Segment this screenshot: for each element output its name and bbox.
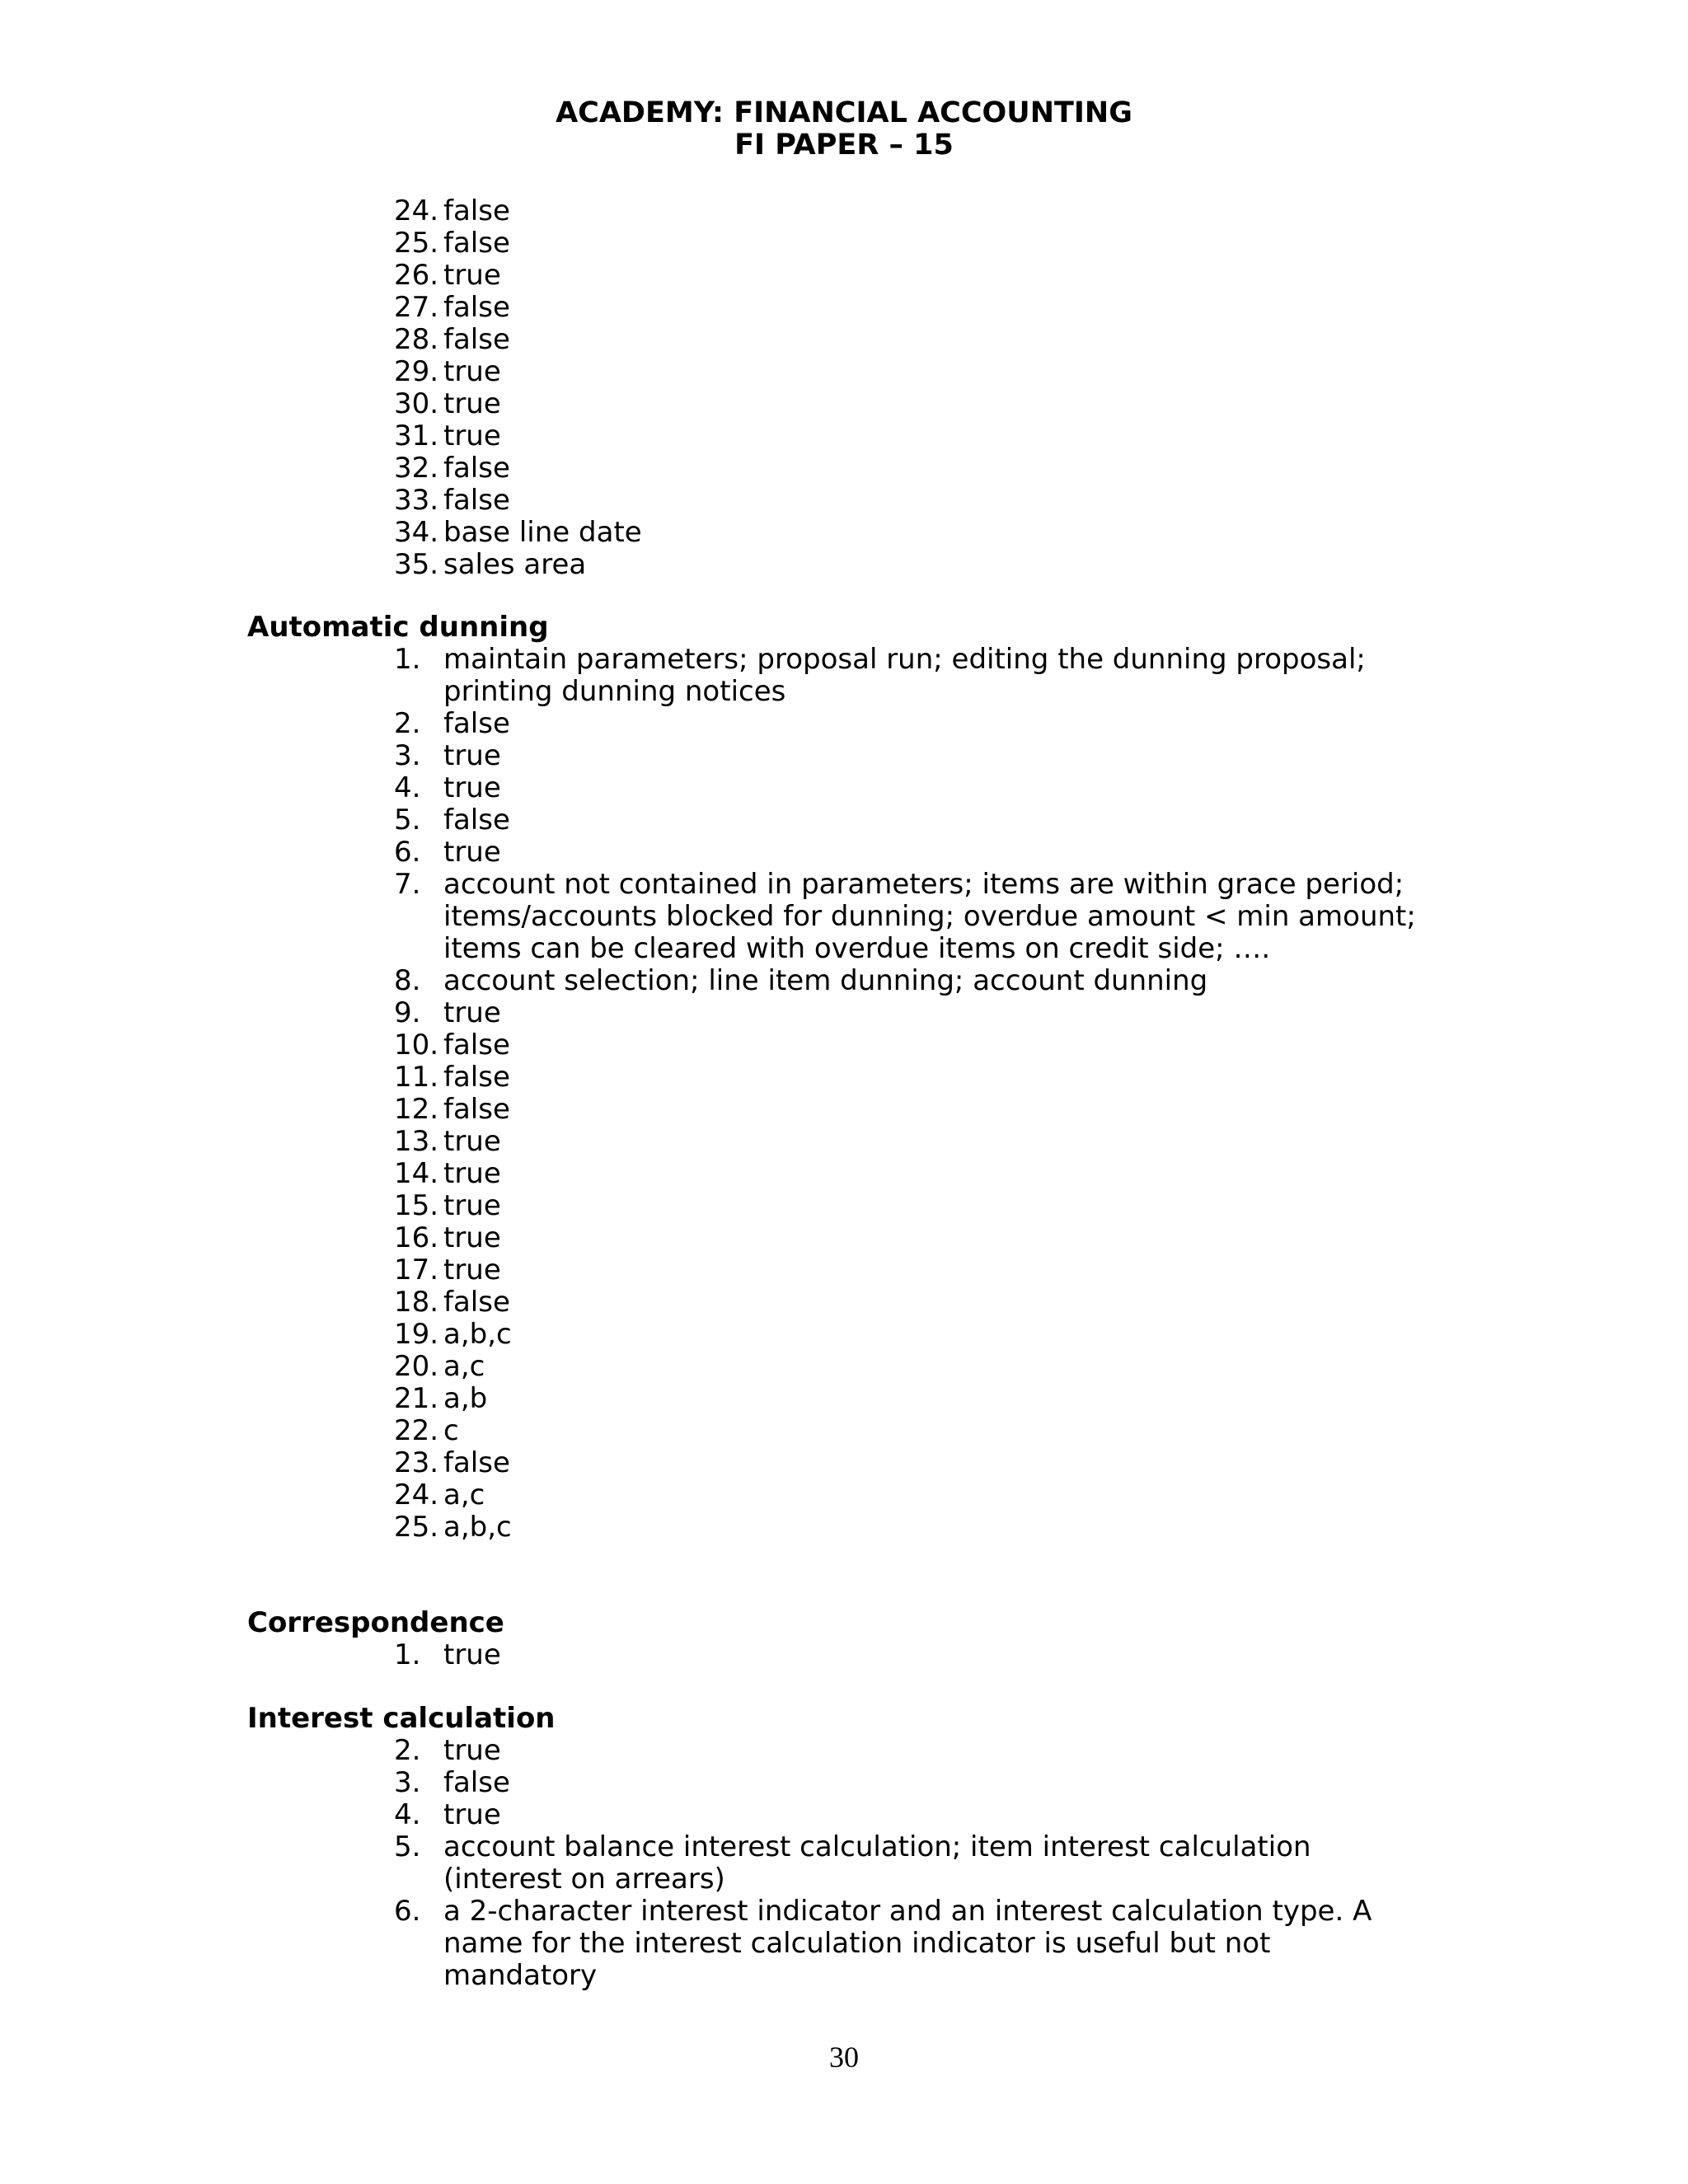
item-answer: false bbox=[443, 484, 510, 517]
item-number: 3. bbox=[394, 739, 421, 772]
item-number: 15. bbox=[394, 1189, 439, 1222]
list-item bbox=[394, 997, 1432, 1029]
list-item bbox=[394, 388, 1432, 420]
list-item bbox=[394, 1799, 1432, 1831]
item-number: 22. bbox=[394, 1414, 439, 1447]
item-number: 29. bbox=[394, 355, 439, 388]
item-number: 1. bbox=[394, 643, 421, 676]
item-number: 31. bbox=[394, 419, 439, 452]
item-answer: true bbox=[443, 1254, 501, 1286]
page-header bbox=[0, 97, 1688, 162]
list-item bbox=[394, 1094, 1432, 1126]
item-number: 9. bbox=[394, 996, 421, 1029]
item-number: 2. bbox=[394, 1734, 421, 1767]
list-item bbox=[394, 227, 1432, 260]
item-answer: maintain parameters; proposal run; editing the dunning proposal; printing dunning notices bbox=[443, 643, 1366, 708]
item-answer: true bbox=[443, 836, 501, 869]
item-answer: true bbox=[443, 387, 501, 420]
item-answer: true bbox=[443, 771, 501, 804]
item-answer: base line date bbox=[443, 516, 642, 549]
list-item bbox=[394, 772, 1432, 804]
item-number: 25. bbox=[394, 1511, 439, 1544]
list-item bbox=[394, 1351, 1432, 1383]
list-item bbox=[394, 1158, 1432, 1190]
list-item bbox=[394, 292, 1432, 324]
item-answer: true bbox=[443, 1157, 501, 1190]
item-answer: false bbox=[443, 1446, 510, 1479]
list-item bbox=[394, 1254, 1432, 1286]
item-answer: true bbox=[443, 419, 501, 452]
item-answer: false bbox=[443, 452, 510, 485]
item-answer: a,b bbox=[443, 1382, 488, 1415]
list-item bbox=[394, 517, 1432, 549]
item-number: 30. bbox=[394, 387, 439, 420]
item-answer: a,c bbox=[443, 1479, 485, 1511]
list-item bbox=[394, 452, 1432, 485]
item-answer: false bbox=[443, 804, 510, 837]
item-number: 25. bbox=[394, 227, 439, 260]
item-number: 3. bbox=[394, 1766, 421, 1799]
list-item bbox=[394, 1767, 1432, 1799]
item-number: 19. bbox=[394, 1318, 439, 1351]
list-item bbox=[394, 195, 1432, 227]
item-answer: true bbox=[443, 739, 501, 772]
item-number: 21. bbox=[394, 1382, 439, 1415]
list-item bbox=[394, 1126, 1432, 1158]
list-item bbox=[394, 1383, 1432, 1415]
item-number: 28. bbox=[394, 323, 439, 356]
item-answer: sales area bbox=[443, 548, 587, 581]
item-number: 1. bbox=[394, 1638, 421, 1671]
list-item bbox=[394, 549, 1432, 581]
item-answer: false bbox=[443, 1286, 510, 1319]
item-number: 12. bbox=[394, 1093, 439, 1126]
header-title: ACADEMY: FINANCIAL ACCOUNTING bbox=[556, 96, 1132, 129]
item-answer: account selection; line item dunning; account dunning bbox=[443, 964, 1208, 997]
list-item bbox=[394, 1029, 1432, 1062]
item-answer: true bbox=[443, 1798, 501, 1831]
list-item bbox=[394, 1511, 1432, 1544]
item-answer: a,b,c bbox=[443, 1511, 512, 1544]
item-answer: a 2-character interest indicator and an interest calculation type. A name for the interest calculation indicator is useful but not mandatory bbox=[443, 1895, 1372, 1992]
list-item bbox=[394, 1639, 1432, 1671]
item-number: 4. bbox=[394, 771, 421, 804]
section-heading-correspondence: Correspondence bbox=[247, 1606, 504, 1639]
item-answer: true bbox=[443, 1638, 501, 1671]
list-item bbox=[394, 260, 1432, 292]
item-number: 32. bbox=[394, 452, 439, 485]
item-number: 23. bbox=[394, 1446, 439, 1479]
item-answer: a,c bbox=[443, 1350, 485, 1383]
list-item bbox=[394, 644, 1432, 708]
list-item bbox=[394, 740, 1432, 772]
item-answer: true bbox=[443, 1189, 501, 1222]
item-number: 16. bbox=[394, 1221, 439, 1254]
list-item bbox=[394, 1479, 1432, 1511]
item-answer: false bbox=[443, 291, 510, 324]
item-answer: account balance interest calculation; item interest calculation (interest on arrears) bbox=[443, 1830, 1311, 1896]
item-answer: true bbox=[443, 259, 501, 292]
item-number: 7. bbox=[394, 868, 421, 901]
item-answer: false bbox=[443, 1766, 510, 1799]
item-number: 4. bbox=[394, 1798, 421, 1831]
item-number: 6. bbox=[394, 836, 421, 869]
item-answer: false bbox=[443, 1029, 510, 1062]
item-answer: true bbox=[443, 1125, 501, 1158]
list-item bbox=[394, 1286, 1432, 1319]
item-number: 26. bbox=[394, 259, 439, 292]
item-answer: false bbox=[443, 194, 510, 227]
list-item bbox=[394, 1735, 1432, 1767]
list-item bbox=[394, 1062, 1432, 1094]
list-item bbox=[394, 1896, 1432, 1992]
item-number: 33. bbox=[394, 484, 439, 517]
section-heading-automatic-dunning: Automatic dunning bbox=[247, 611, 549, 644]
item-number: 6. bbox=[394, 1895, 421, 1928]
answer-list-interest-calculation bbox=[394, 1735, 1432, 1992]
item-number: 17. bbox=[394, 1254, 439, 1286]
list-item bbox=[394, 420, 1432, 452]
answer-list-continued bbox=[394, 195, 1432, 581]
item-answer: c bbox=[443, 1414, 459, 1447]
item-number: 27. bbox=[394, 291, 439, 324]
list-item bbox=[394, 356, 1432, 388]
item-answer: false bbox=[443, 1061, 510, 1094]
item-number: 11. bbox=[394, 1061, 439, 1094]
list-item bbox=[394, 965, 1432, 997]
list-item bbox=[394, 1222, 1432, 1254]
header-subtitle: FI PAPER – 15 bbox=[734, 129, 954, 162]
list-item bbox=[394, 1415, 1432, 1447]
item-answer: false bbox=[443, 227, 510, 260]
item-number: 24. bbox=[394, 194, 439, 227]
item-number: 20. bbox=[394, 1350, 439, 1383]
item-number: 24. bbox=[394, 1479, 439, 1511]
list-item bbox=[394, 1831, 1432, 1896]
item-number: 2. bbox=[394, 707, 421, 740]
item-answer: false bbox=[443, 707, 510, 740]
item-number: 5. bbox=[394, 804, 421, 837]
item-answer: true bbox=[443, 996, 501, 1029]
list-item bbox=[394, 1447, 1432, 1479]
item-answer: true bbox=[443, 355, 501, 388]
item-answer: true bbox=[443, 1221, 501, 1254]
item-number: 13. bbox=[394, 1125, 439, 1158]
item-answer: a,b,c bbox=[443, 1318, 512, 1351]
list-item bbox=[394, 485, 1432, 517]
list-item bbox=[394, 708, 1432, 740]
item-number: 5. bbox=[394, 1830, 421, 1863]
item-answer: account not contained in parameters; items are within grace period; items/accounts blocked for dunning; overdue amount < min amount; items can be cleared with overdue items on credit side; …. bbox=[443, 868, 1416, 965]
list-item bbox=[394, 804, 1432, 837]
item-number: 8. bbox=[394, 964, 421, 997]
item-number: 14. bbox=[394, 1157, 439, 1190]
item-number: 34. bbox=[394, 516, 439, 549]
item-answer: false bbox=[443, 1093, 510, 1126]
answer-list-automatic-dunning bbox=[394, 644, 1432, 1544]
answer-list-correspondence bbox=[394, 1639, 1432, 1671]
list-item bbox=[394, 1319, 1432, 1351]
item-number: 35. bbox=[394, 548, 439, 581]
item-number: 18. bbox=[394, 1286, 439, 1319]
page-number: 30 bbox=[829, 2041, 859, 2074]
item-answer: false bbox=[443, 323, 510, 356]
item-number: 10. bbox=[394, 1029, 439, 1062]
list-item bbox=[394, 837, 1432, 869]
list-item bbox=[394, 324, 1432, 356]
item-answer: true bbox=[443, 1734, 501, 1767]
list-item bbox=[394, 1190, 1432, 1222]
section-heading-interest-calculation: Interest calculation bbox=[247, 1702, 556, 1735]
list-item bbox=[394, 869, 1432, 965]
